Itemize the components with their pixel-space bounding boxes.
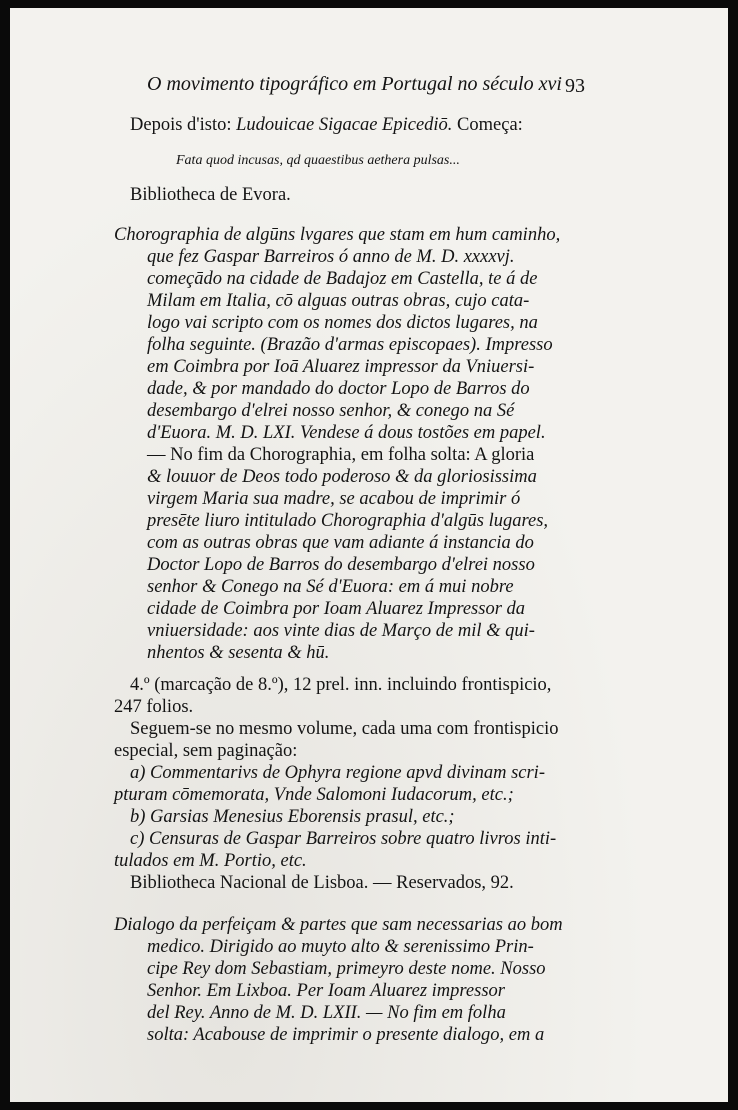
entry2-line: nhentos & sesenta & hū. bbox=[147, 643, 330, 663]
intro-prefix: Depois d'isto: bbox=[130, 115, 237, 135]
intro-suffix: Começa: bbox=[452, 115, 523, 135]
page-number: 93 bbox=[565, 75, 585, 97]
entry3-line: cipe Rey dom Sebastiam, primeyro deste nome. Nosso bbox=[147, 959, 546, 979]
entry2-line: senhor & Conego na Sé d'Euora: em á mui nobre bbox=[147, 577, 514, 597]
entry2-line: d'Euora. M. D. LXI. Vendese á dous tostões em papel. bbox=[147, 423, 546, 443]
entry2-line: presēte liuro intitulado Chorographia d'algūs lugares, bbox=[147, 511, 549, 531]
entry3-line: solta: Acabouse de imprimir o presente dialogo, em a bbox=[147, 1025, 545, 1045]
sub-item-a-1: a) Commentarivs de Ophyra regione apvd divinam scri- bbox=[130, 763, 545, 783]
sub-item-c-1: c) Censuras de Gaspar Barreiros sobre quatro livros inti- bbox=[130, 829, 557, 849]
entry2-line: Chorographia de algūns lvgares que stam em hum caminho, bbox=[114, 225, 561, 245]
entry2-line: começādo na cidade de Badajoz em Castella, te á de bbox=[147, 269, 538, 289]
seguem-line-2: especial, sem paginação: bbox=[114, 741, 298, 761]
entry2-line: & louuor de Deos todo poderoso & da gloriosissima bbox=[147, 467, 537, 487]
format-line-2: 247 folios. bbox=[114, 697, 194, 717]
entry2-line: vniuersidade: aos vinte dias de Março de mil & qui- bbox=[147, 621, 535, 641]
entry2-location: Bibliotheca Nacional de Lisboa. — Reservados, 92. bbox=[130, 873, 514, 893]
entry2-line: desembargo d'elrei nosso senhor, & conego na Sé bbox=[147, 401, 515, 421]
running-title: O movimento tipográfico em Portugal no século xvi bbox=[147, 73, 562, 95]
format-line-1: 4.º (marcação de 8.º), 12 prel. inn. incluindo frontispicio, bbox=[130, 675, 552, 695]
entry3-line: Senhor. Em Lixboa. Per Ioam Aluarez impressor bbox=[147, 981, 505, 1001]
entry3-line: Dialogo da perfeiçam & partes que sam necessarias ao bom bbox=[114, 915, 563, 935]
entry3-line: medico. Dirigido ao muyto alto & serenissimo Prin- bbox=[147, 937, 534, 957]
entry2-line: logo vai scripto com os nomes dos dictos lugares, na bbox=[147, 313, 538, 333]
entry2-line: Doctor Lopo de Barros do desembargo d'elrei nosso bbox=[147, 555, 535, 575]
entry2-line: cidade de Coimbra por Ioam Aluarez Impressor da bbox=[147, 599, 526, 619]
intro-title: Ludouicae Sigacae Epicediō. bbox=[236, 115, 453, 135]
book-page bbox=[10, 8, 728, 1102]
sub-item-b: b) Garsias Menesius Eborensis prasul, etc.; bbox=[130, 807, 455, 827]
entry2-line: dade, & por mandado do doctor Lopo de Barros do bbox=[147, 379, 530, 399]
sub-item-c-2: tulados em M. Portio, etc. bbox=[114, 851, 307, 871]
entry1-intro bbox=[130, 116, 523, 135]
entry2-line: folha seguinte. (Brazão d'armas episcopaes). Impresso bbox=[147, 335, 553, 355]
seguem-line-1: Seguem-se no mesmo volume, cada uma com frontispicio bbox=[130, 719, 559, 739]
entry2-line: Milam em Italia, cō alguas outras obras, cujo cata- bbox=[147, 291, 530, 311]
entry2-line: em Coimbra por Ioā Aluarez impressor da Vniuersi- bbox=[147, 357, 535, 377]
entry2-line: com as outras obras que vam adiante á instancia do bbox=[147, 533, 534, 553]
entry1-incipit: Fata quod incusas, qd quaestibus aethera pulsas... bbox=[176, 153, 460, 168]
entry2-line: — No fim da Chorographia, em folha solta: A gloria bbox=[147, 445, 535, 465]
entry2-line: que fez Gaspar Barreiros ó anno de M. D. xxxxvj. bbox=[147, 247, 515, 267]
sub-item-a-2: pturam cōmemorata, Vnde Salomoni Iudacorum, etc.; bbox=[114, 785, 514, 805]
entry2-line: virgem Maria sua madre, se acabou de imprimir ó bbox=[147, 489, 521, 509]
entry1-location: Bibliotheca de Evora. bbox=[130, 185, 291, 205]
entry3-line: del Rey. Anno de M. D. LXII. — No fim em folha bbox=[147, 1003, 506, 1023]
